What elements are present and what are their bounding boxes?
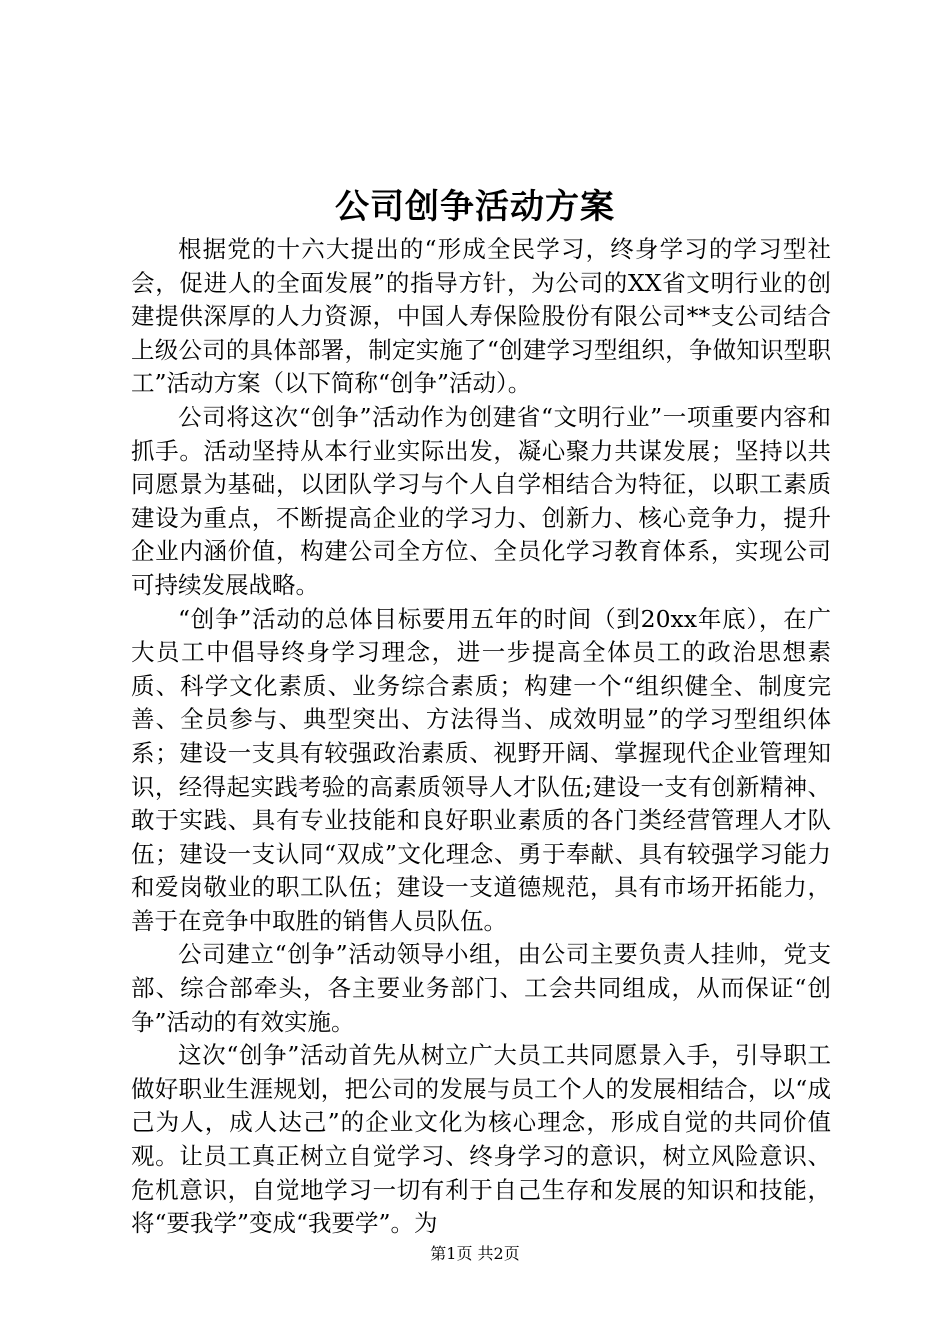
paragraph: 公司将这次“创争”活动作为创建省“文明行业”一项重要内容和抓手。活动坚持从本行业实际出发，凝心聚力共谋发展；坚持以共同愿景为基础，以团队学习与个人自学相结合为特征，以职工素质建设为重点，不断提高企业的学习力、创新力、核心竞争力，提升企业内涵价值，构建公司全方位、全员化学习教育体系，实现公司可持续发展战略。 [131, 402, 831, 599]
paragraph: 公司建立“创争”活动领导小组，由公司主要负责人挂帅，党支部、综合部牵头，各主要业务部门、工会共同组成，从而保证“创争”活动的有效实施。 [131, 940, 831, 1036]
paragraph: “创争”活动的总体目标要用五年的时间（到20xx年底），在广大员工中倡导终身学习理念，进一步提高全体员工的政治思想素质、科学文化素质、业务综合素质；构建一个“组织健全、制度完善、全员参与、典型突出、方法得当、成效明显”的学习型组织体系；建设一支具有较强政治素质、视野开阔、掌握现代企业管理知识，经得起实践考验的高素质领导人才队伍;建设一支有创新精神、敢于实践、具有专业技能和良好职业素质的各门类经营管理人才队伍；建设一支认同“双成”文化理念、勇于奉献、具有较强学习能力和爱岗敬业的职工队伍；建设一支道德规范，具有市场开拓能力，善于在竞争中取胜的销售人员队伍。 [131, 604, 831, 935]
page-footer: 第1页 共2页 [430, 1244, 520, 1263]
document-body [131, 233, 831, 1241]
paragraph: 这次“创争”活动首先从树立广大员工共同愿景入手，引导职工做好职业生涯规划，把公司的发展与员工个人的发展相结合，以“成己为人，成人达己”的企业文化为核心理念，形成自觉的共同价值观。让员工真正树立自觉学习、终身学习的意识，树立风险意识、危机意识，自觉地学习一切有利于自己生存和发展的知识和技能，将“要我学”变成“我要学”。为 [131, 1041, 831, 1238]
document-title: 公司创争活动方案 [335, 187, 615, 227]
paragraph: 根据党的十六大提出的“形成全民学习，终身学习的学习型社会，促进人的全面发展”的指导方针，为公司的XX省文明行业的创建提供深厚的人力资源，中国人寿保险股份有限公司**支公司结合上级公司的具体部署，制定实施了“创建学习型组织，争做知识型职工”活动方案（以下简称“创争”活动）。 [131, 235, 831, 398]
